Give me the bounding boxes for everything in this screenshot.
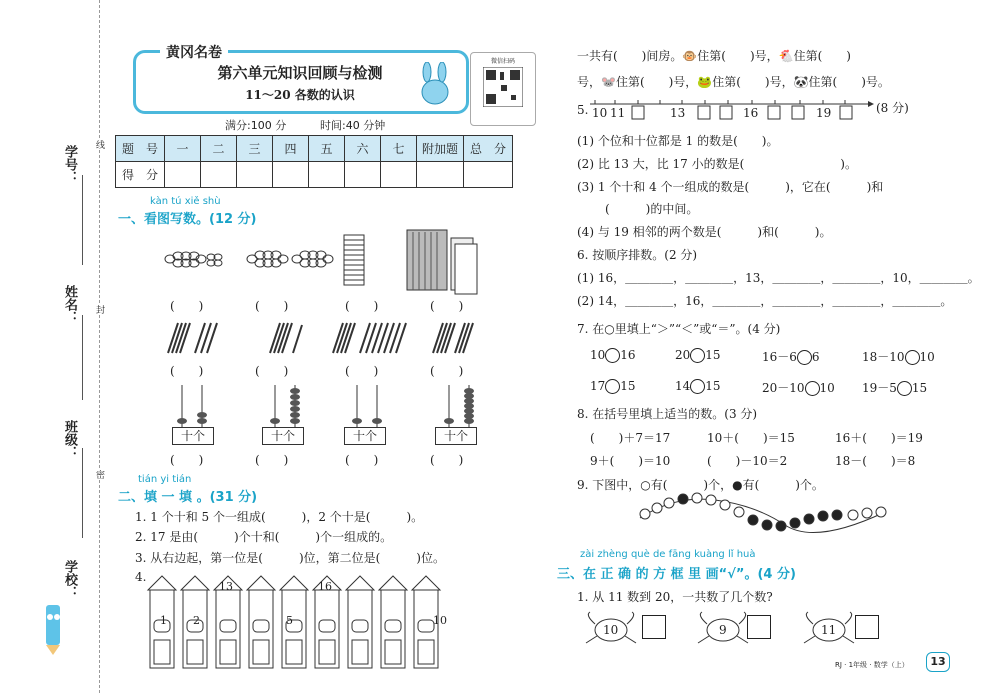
compare-right: 10 — [819, 381, 835, 395]
house-number: 16 — [318, 580, 332, 593]
house-number: 10 — [433, 614, 447, 627]
crab-number: 10 — [603, 623, 619, 637]
compare-item — [862, 379, 927, 396]
house-number: 13 — [219, 580, 233, 593]
score-cell[interactable] — [381, 162, 417, 188]
score-table — [115, 135, 513, 188]
q5-2: (2) 比 13 大，比 17 小的数是( )。 — [577, 157, 857, 171]
q5-4: (4) 与 19 相邻的两个数是( )和( )。 — [577, 225, 832, 239]
sticks-bundle-icon — [265, 320, 305, 355]
table-cell: 三 — [237, 136, 273, 162]
equation: ( )＋7＝17 — [590, 431, 671, 445]
compare-circle[interactable] — [690, 348, 705, 363]
compare-circle[interactable] — [797, 350, 812, 365]
score-table-score-row — [116, 162, 513, 188]
score-cell[interactable] — [165, 162, 201, 188]
table-cell: 一 — [165, 136, 201, 162]
abacus-icon — [170, 385, 215, 427]
table-cell: 总 分 — [464, 136, 513, 162]
compare-item — [862, 348, 935, 365]
abacus-base-label: 十个 — [344, 427, 386, 445]
sec3-title: 三、在 正 确 的 方 框 里 画“√”。(4 分) — [557, 567, 796, 582]
abacus-base-label: 十个 — [262, 427, 304, 445]
compare-right: 6 — [811, 350, 820, 364]
equation: 9＋( )＝10 — [590, 454, 671, 468]
seal-line-label: 线 — [94, 140, 104, 149]
table-cell: 六 — [345, 136, 381, 162]
answer-blank[interactable]: ( ) — [170, 364, 204, 378]
compare-right: 15 — [705, 348, 721, 362]
compare-item — [675, 379, 721, 394]
q5-3: (3) 1 个十和 4 个一组成的数是( )，它在( )和 — [577, 180, 884, 194]
q6-1: (1) 16，＿＿＿＿，＿＿＿＿，13，＿＿＿＿，＿＿＿＿，10，＿＿＿＿。 — [577, 271, 980, 285]
compare-circle[interactable] — [905, 350, 920, 365]
equation: 10＋( )＝15 — [707, 431, 795, 445]
answer-blank[interactable]: ( ) — [345, 299, 379, 313]
r-line1: 一共有( )间房。🐵住第( )号，🐔住第( ) — [577, 49, 851, 63]
r-line2: 号，🐭住第( )号，🐸住第( )号，🐼住第( )号。 — [577, 75, 890, 89]
compare-right: 15 — [620, 379, 636, 393]
seal-secret-label: 密 — [94, 470, 104, 479]
sec2-pinyin: tián yi tián — [138, 474, 192, 485]
compare-left: 16－6 — [762, 350, 797, 364]
answer-blank[interactable]: ( ) — [255, 299, 289, 313]
q9: 9. 下图中，○有( )个，●有( )个。 — [577, 478, 824, 492]
compare-item — [590, 348, 636, 363]
answer-blank[interactable]: ( ) — [170, 453, 204, 467]
compare-item — [762, 348, 820, 365]
blocks-stack-icon — [342, 233, 372, 288]
score-cell[interactable] — [201, 162, 237, 188]
compare-circle[interactable] — [897, 381, 912, 396]
score-cell[interactable] — [345, 162, 381, 188]
table-cell: 五 — [309, 136, 345, 162]
beads-icon — [245, 248, 335, 270]
score-cell[interactable] — [417, 162, 464, 188]
compare-circle[interactable] — [690, 379, 705, 394]
score-cell[interactable] — [237, 162, 273, 188]
answer-blank[interactable]: ( ) — [345, 364, 379, 378]
time-text: 时间:40 分钟 — [320, 119, 386, 132]
abacus-icon — [263, 385, 308, 427]
q8: 8. 在括号里填上适当的数。(3 分) — [577, 407, 758, 421]
equation: 18－( )＝8 — [835, 454, 916, 468]
compare-left: 18－10 — [862, 350, 905, 364]
q7: 7. 在○里填上“＞”“＜”或“＝”。(4 分) — [577, 322, 781, 336]
answer-blank[interactable]: ( ) — [170, 299, 204, 313]
crab-number: 9 — [719, 623, 727, 637]
sec2-q4: 4. — [135, 570, 147, 584]
compare-left: 14 — [675, 379, 691, 393]
compare-left: 19－5 — [862, 381, 897, 395]
table-cell: 得 分 — [116, 162, 165, 188]
number-line — [590, 100, 875, 122]
compare-left: 17 — [590, 379, 606, 393]
checkbox[interactable] — [642, 615, 666, 639]
sec2-q2: 2. 17 是由( )个十和( )个一组成的。 — [135, 530, 393, 544]
compare-right: 10 — [919, 350, 935, 364]
score-cell[interactable] — [273, 162, 309, 188]
compare-item — [762, 379, 835, 396]
exercise-books-icon — [405, 228, 480, 296]
answer-blank[interactable]: ( ) — [255, 364, 289, 378]
answer-blank[interactable]: ( ) — [430, 364, 464, 378]
sec2-q1: 1. 1 个十和 5 个一组成( )，2 个十是( )。 — [135, 510, 424, 524]
abacus-icon — [437, 385, 482, 427]
score-cell[interactable] — [464, 162, 513, 188]
page-number: 13 — [926, 652, 950, 672]
number-line-label: 10 — [592, 106, 608, 120]
seal-seal-label: 封 — [94, 305, 104, 314]
compare-circle[interactable] — [805, 381, 820, 396]
sticks-bundle-icon — [163, 320, 228, 355]
sec1-pinyin: kàn tú xiě shù — [150, 196, 221, 207]
abacus-base-label: 十个 — [172, 427, 214, 445]
equation: 16＋( )＝19 — [835, 431, 923, 445]
score-table-header-row — [116, 136, 513, 162]
full-score-text: 满分:100 分 — [225, 119, 287, 132]
table-cell: 四 — [273, 136, 309, 162]
abacus-icon — [345, 385, 390, 427]
q5-label: 5. — [577, 103, 589, 117]
compare-left: 20－10 — [762, 381, 805, 395]
q6: 6. 按顺序排数。(2 分) — [577, 248, 698, 262]
sec3-q1: 1. 从 11 数到 20，一共数了几个数? — [577, 590, 773, 604]
number-line-label: 19 — [816, 106, 832, 120]
school-label: 学校： — [62, 560, 77, 599]
house-number: 2 — [193, 614, 200, 627]
sticks-bundle-icon — [428, 320, 478, 355]
q6-2: (2) 14，＿＿＿＿，16，＿＿＿＿，＿＿＿＿，＿＿＿＿，＿＿＿＿。 — [577, 294, 953, 308]
sec3-pinyin: zài zhèng què de fāng kuàng lǐ huà — [580, 549, 756, 560]
pencil-mascot-icon — [38, 595, 68, 655]
answer-blank[interactable]: ( ) — [430, 453, 464, 467]
number-line-label: 11 — [610, 106, 626, 120]
table-cell: 七 — [381, 136, 417, 162]
qr-code-icon — [483, 67, 523, 107]
answer-blank[interactable]: ( ) — [345, 453, 379, 467]
table-cell: 附加题 — [417, 136, 464, 162]
q5-3b: ( )的中间。 — [605, 202, 699, 216]
compare-circle[interactable] — [605, 379, 620, 394]
name-label: 姓名： — [62, 285, 77, 324]
sec1-title: 一、看图写数。(12 分) — [118, 212, 257, 227]
compare-left: 10 — [590, 348, 606, 362]
compare-right: 15 — [705, 379, 721, 393]
q5-score: (8 分) — [876, 101, 909, 115]
qr-code — [470, 52, 536, 126]
compare-left: 20 — [675, 348, 691, 362]
compare-item — [675, 348, 721, 363]
page-title: 第六单元知识回顾与检测 — [217, 64, 383, 82]
sticks-bundle-icon — [328, 320, 413, 355]
checkbox[interactable] — [855, 615, 879, 639]
number-line-label: 16 — [743, 106, 759, 120]
crab-number: 11 — [821, 623, 837, 637]
checkbox[interactable] — [747, 615, 771, 639]
compare-right: 16 — [620, 348, 636, 362]
score-cell[interactable] — [309, 162, 345, 188]
house-number: 1 — [160, 614, 167, 627]
footer-text: RJ · 1年级 · 数学（上） — [835, 661, 909, 669]
q5-1: (1) 个位和十位都是 1 的数是( )。 — [577, 134, 779, 148]
house-number: 5 — [286, 614, 293, 627]
compare-right: 15 — [911, 381, 928, 395]
table-cell: 题 号 — [116, 136, 165, 162]
page-subtitle: 11～20 各数的认识 — [245, 88, 355, 102]
student-id-label: 学号： — [62, 145, 77, 184]
sec2-title: 二、填 一 填 。(31 分) — [118, 490, 258, 505]
compare-circle[interactable] — [605, 348, 620, 363]
rabbit-mascot-icon — [415, 62, 455, 107]
brand-logo: 黄冈名卷 — [160, 42, 228, 62]
table-cell: 二 — [201, 136, 237, 162]
bead-string — [635, 490, 895, 540]
answer-blank[interactable]: ( ) — [430, 299, 464, 313]
compare-item — [590, 379, 636, 394]
answer-blank[interactable]: ( ) — [255, 453, 289, 467]
sec2-q3: 3. 从右边起，第一位是( )位，第二位是( )位。 — [135, 551, 445, 565]
beads-icon — [163, 248, 228, 270]
class-label: 班级： — [62, 420, 77, 459]
number-line-label: 13 — [670, 106, 686, 120]
abacus-base-label: 十个 — [435, 427, 477, 445]
equation: ( )－10＝2 — [707, 454, 788, 468]
qr-title: 微信扫码 — [490, 58, 515, 65]
